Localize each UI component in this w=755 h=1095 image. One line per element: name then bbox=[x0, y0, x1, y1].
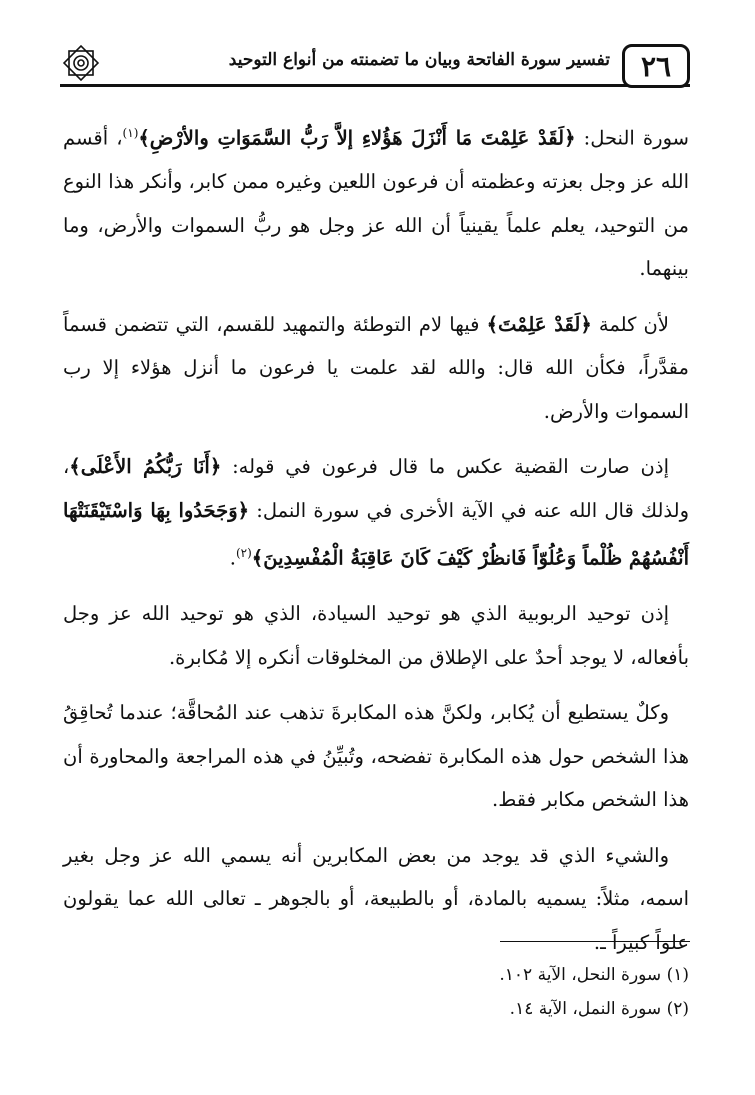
quran-verse: ﴿وَجَحَدُوا بِهَا وَاسْتَيْقَنَتْهَا أَنْفُسُهُمْ ظُلْماً وَعُلُوّاً فَانظُرْ كَيْفَ كَانَ عَاقِبَةُ الْمُفْسِدِينَ﴾ bbox=[63, 498, 689, 570]
footnotes bbox=[69, 958, 689, 1026]
text-segment: إذن صارت القضية عكس ما قال فرعون في قوله: bbox=[221, 455, 669, 478]
text-segment: إذن توحيد الربوبية الذي هو توحيد السيادة، الذي هو توحيد الله عز وجل بأفعاله، لا يوجد أحدٌ على الإطلاق من المخلوقات أنكره إلا مُكابرة. bbox=[63, 602, 689, 669]
paragraph bbox=[63, 691, 689, 822]
running-title: تفسير سورة الفاتحة وبيان ما تضمنته من أنواع التوحيد bbox=[228, 50, 610, 70]
paragraph bbox=[63, 834, 689, 965]
paragraph bbox=[63, 445, 689, 580]
footnote-ref: (٢) bbox=[235, 546, 252, 560]
text-segment: والشيء الذي قد يوجد من بعض المكابرين أنه يسمي الله عز وجل بغير اسمه، مثلاً: يسميه بالمادة، أو بالطبيعة، أو بالجوهر ـ تعالى الله عما يقولون علواً كبيراً ـ. bbox=[63, 843, 689, 954]
footnote-separator bbox=[500, 941, 690, 942]
text-segment: وكلٌ يستطيع أن يُكابر، ولكنَّ هذه المكابرةَ تذهب عند المُحاقَّة؛ عندما تُحاقِقُ هذا الشخص حول هذه المكابرة تفضحه، وتُبيِّنُ في هذه المراجعة والمحاورة أن هذا الشخص مكابر فقط. bbox=[63, 701, 689, 811]
footnote-1: (١) سورة النحل، الآية ١٠٢. bbox=[499, 965, 689, 985]
page-number: ٢٦ bbox=[622, 44, 690, 88]
text-segment: ، ولذلك قال الله عنه في الآية الأخرى في سورة النمل: bbox=[63, 455, 689, 522]
paragraph bbox=[63, 592, 689, 679]
paragraph bbox=[63, 112, 689, 291]
quran-verse: ﴿لَقَدْ عَلِمْتَ﴾ bbox=[486, 312, 592, 336]
page-header bbox=[60, 36, 690, 87]
text-segment: فيها لام التوطئة والتمهيد للقسم، التي تتضمن قسماً مقدَّراً، فكأن الله قال: والله لقد علمت يا فرعون ما أنزل هؤلاء إلا رب السموات والأرض. bbox=[63, 312, 689, 423]
paragraph bbox=[63, 303, 689, 434]
footnote-ref: (١) bbox=[122, 126, 139, 140]
text-segment: ، أقسم الله عز وجل بعزته وعظمته أن فرعون اللعين وغيره ممن كابر، وأنكر هذا النوع من التوحيد، يعلم علماً يقينياً أن الله عز وجل هو ربُّ السموات والأرض، وما بينهما. bbox=[63, 126, 689, 280]
octagram-ornament-icon bbox=[60, 42, 102, 84]
text-segment: لأن كلمة bbox=[591, 312, 669, 336]
footnote-2: (٢) سورة النمل، الآية ١٤. bbox=[509, 999, 689, 1019]
text-segment: . bbox=[229, 546, 236, 570]
text-segment: سورة النحل: bbox=[575, 126, 689, 150]
body-text bbox=[63, 112, 689, 976]
quran-verse: ﴿أَنَا رَبُّكُمُ الأَعْلَى﴾ bbox=[69, 455, 222, 478]
quran-verse: ﴿لَقَدْ عَلِمْتَ مَا أَنْزَلَ هَؤُلاءِ إلاَّ رَبُّ السَّمَوَاتِ والأرْضِ﴾ bbox=[138, 126, 576, 150]
